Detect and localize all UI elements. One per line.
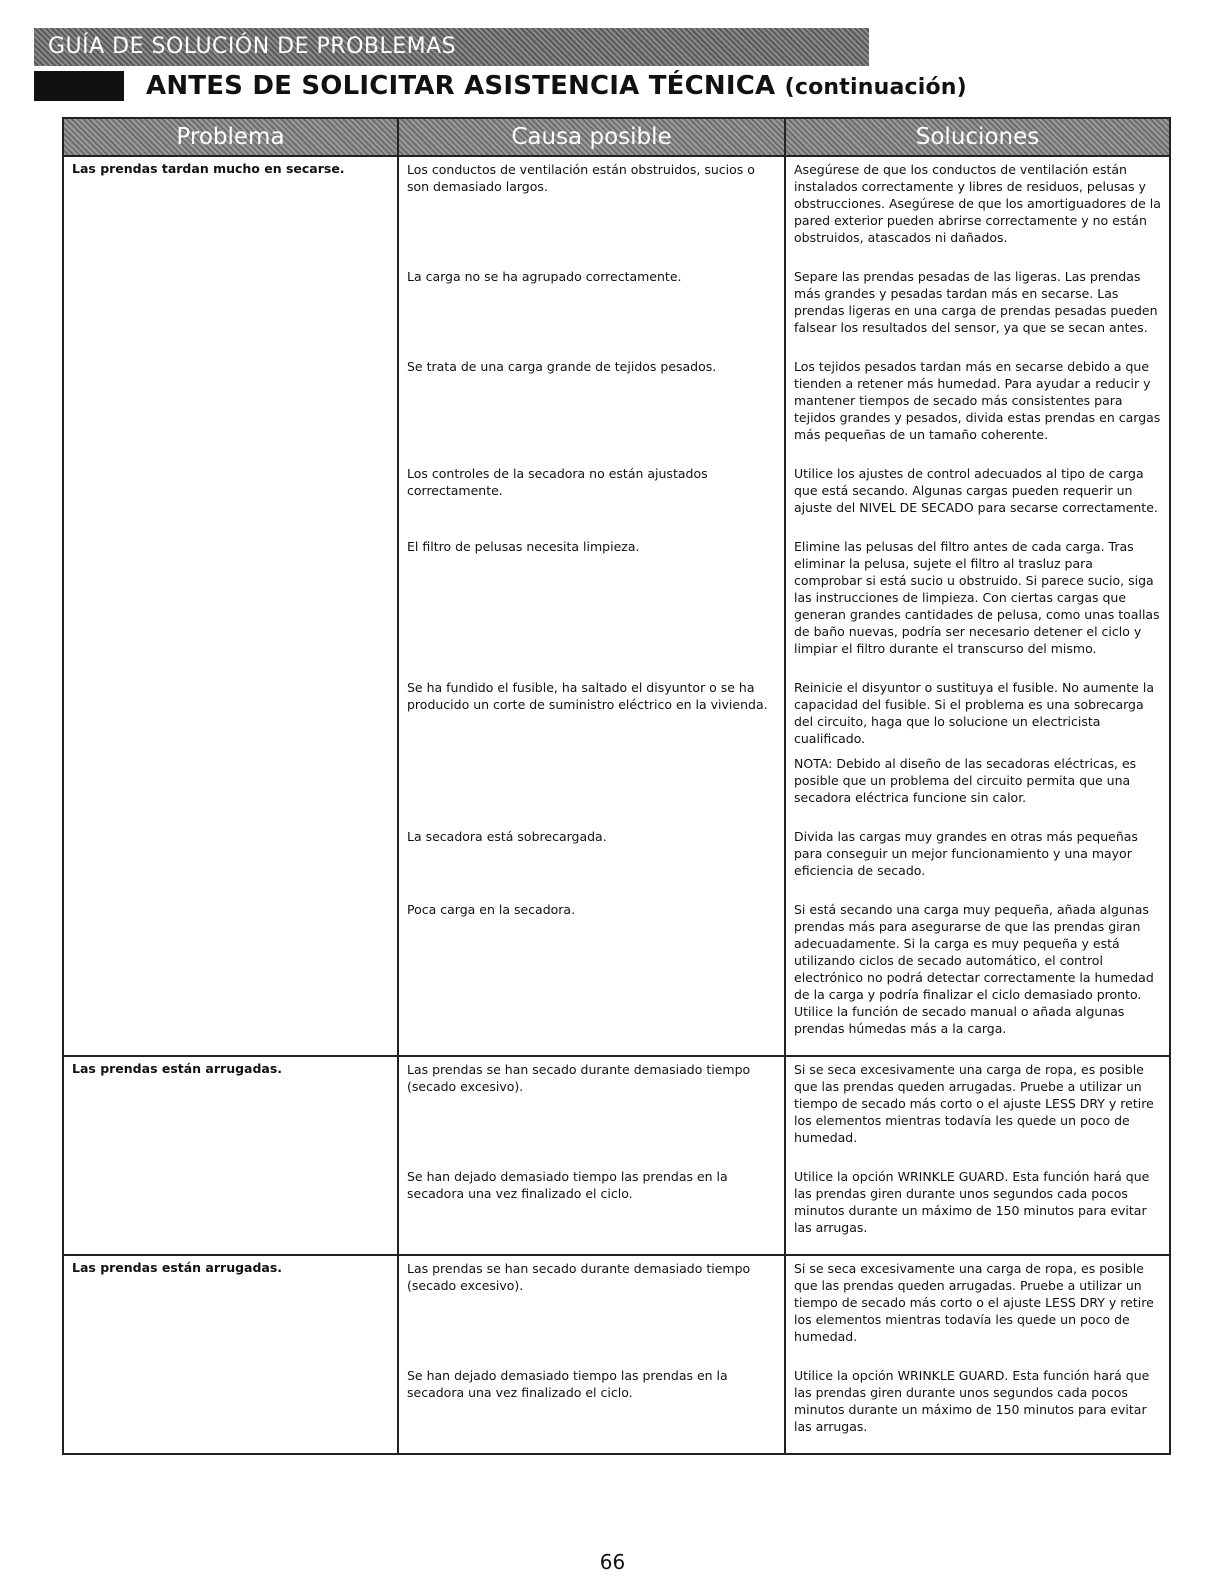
table-row — [399, 1057, 1169, 1164]
heading-marker — [34, 71, 124, 101]
table-row — [399, 1164, 1169, 1254]
solution-cell — [786, 534, 1169, 675]
cause-solution-list — [399, 1057, 1169, 1254]
cause-cell: Se han dejado demasiado tiempo las prendas en la secadora una vez finalizado el ciclo. — [399, 1363, 786, 1453]
table-row — [399, 264, 1169, 354]
section-heading — [34, 68, 967, 104]
solution-cell — [786, 1164, 1169, 1254]
solution-paragraph: Los tejidos pesados tardan más en secarse debido a que tienden a retener más humedad. Para ayudar a reducir y mantener tiempos de secado más consistentes para tejidos grandes y pesados, divida estas prendas en cargas más pequeñas de un tamaño coherente. — [794, 359, 1161, 442]
solution-paragraph: Utilice la opción WRINKLE GUARD. Esta función hará que las prendas giren durante unos segundos cada pocos minutos durante un máximo de 150 minutos para evitar las arrugas. — [794, 1169, 1150, 1235]
table-row — [399, 1363, 1169, 1453]
table-row — [399, 157, 1169, 264]
problem-cell: Las prendas tardan mucho en secarse. — [64, 157, 399, 1055]
solution-paragraph: NOTA: Debido al diseño de las secadoras eléctricas, es posible que un problema del circuito permita que una secadora eléctrica funcione sin calor. — [794, 756, 1137, 805]
solution-cell — [786, 461, 1169, 534]
cause-cell: El filtro de pelusas necesita limpieza. — [399, 534, 786, 675]
solution-cell — [786, 675, 1169, 824]
cause-solution-list — [399, 157, 1169, 1055]
solution-cell — [786, 897, 1169, 1055]
page-number: 66 — [599, 1550, 626, 1574]
solution-cell — [786, 824, 1169, 897]
solution-paragraph: Asegúrese de que los conductos de ventilación están instalados correctamente y libres de residuos, pelusas y obstrucciones. Asegúrese de que los amortiguadores de la pared exterior pueden abrirse correctamente y no están obstruidos, atascados ni dañados. — [794, 162, 1161, 245]
solution-cell — [786, 1057, 1169, 1164]
solution-cell — [786, 354, 1169, 461]
section-banner: GUÍA DE SOLUCIÓN DE PROBLEMAS — [34, 28, 869, 66]
problem-cell: Las prendas están arrugadas. — [64, 1057, 399, 1254]
cause-cell: Las prendas se han secado durante demasiado tiempo (secado excesivo). — [399, 1256, 786, 1363]
troubleshooting-table — [62, 117, 1171, 1455]
solution-paragraph: Si se seca excesivamente una carga de ropa, es posible que las prendas queden arrugadas. Pruebe a utilizar un tiempo de secado más corto o el ajuste LESS DRY y retire los elementos mientras todavía les quede un poco de humedad. — [794, 1261, 1154, 1344]
cause-cell: Se han dejado demasiado tiempo las prendas en la secadora una vez finalizado el ciclo. — [399, 1164, 786, 1254]
cause-cell: Los conductos de ventilación están obstruidos, sucios o son demasiado largos. — [399, 157, 786, 264]
table-row — [399, 354, 1169, 461]
cause-cell: Poca carga en la secadora. — [399, 897, 786, 1055]
cause-cell: Se ha fundido el fusible, ha saltado el disyuntor o se ha producido un corte de suministro eléctrico en la vivienda. — [399, 675, 786, 824]
cause-cell: Las prendas se han secado durante demasiado tiempo (secado excesivo). — [399, 1057, 786, 1164]
problem-group — [64, 1254, 1169, 1453]
table-row — [399, 897, 1169, 1055]
page-title — [146, 71, 967, 101]
table-row — [399, 534, 1169, 675]
solution-paragraph: Reinicie el disyuntor o sustituya el fusible. No aumente la capacidad del fusible. Si el problema es una sobrecarga del circuito, haga que lo solucione un electricista cualificado. — [794, 680, 1154, 746]
solution-paragraph: Si está secando una carga muy pequeña, añada algunas prendas más para asegurarse de que las prendas giran adecuadamente. Si la carga es muy pequeña y está utilizando ciclos de secado automático, el control electrónico no podrá detectar correctamente la humedad de la carga y podría finalizar el ciclo demasiado pronto. Utilice la función de secado manual o añada algunas prendas húmedas más a la carga. — [794, 902, 1154, 1036]
table-row — [399, 675, 1169, 824]
solution-paragraph: Utilice los ajustes de control adecuados al tipo de carga que está secando. Algunas cargas pueden requerir un ajuste del NIVEL DE SECADO para secarse correctamente. — [794, 466, 1158, 515]
cause-solution-list — [399, 1256, 1169, 1453]
solution-cell — [786, 1256, 1169, 1363]
page-title-text: ANTES DE SOLICITAR ASISTENCIA TÉCNICA — [146, 71, 776, 101]
solution-paragraph: Si se seca excesivamente una carga de ropa, es posible que las prendas queden arrugadas. Pruebe a utilizar un tiempo de secado más corto o el ajuste LESS DRY y retire los elementos mientras todavía les quede un poco de humedad. — [794, 1062, 1154, 1145]
table-row — [399, 461, 1169, 534]
cause-cell: Los controles de la secadora no están ajustados correctamente. — [399, 461, 786, 534]
solution-cell — [786, 157, 1169, 264]
cause-cell: La carga no se ha agrupado correctamente. — [399, 264, 786, 354]
table-body — [64, 155, 1169, 1453]
page-title-continuation: (continuación) — [784, 75, 967, 100]
problem-cell: Las prendas están arrugadas. — [64, 1256, 399, 1453]
table-header — [64, 119, 1169, 155]
column-header-problem: Problema — [64, 119, 399, 155]
solution-paragraph: Utilice la opción WRINKLE GUARD. Esta función hará que las prendas giren durante unos segundos cada pocos minutos durante un máximo de 150 minutos para evitar las arrugas. — [794, 1368, 1150, 1434]
table-row — [399, 1256, 1169, 1363]
column-header-cause: Causa posible — [399, 119, 786, 155]
cause-cell: Se trata de una carga grande de tejidos pesados. — [399, 354, 786, 461]
solution-paragraph: Divida las cargas muy grandes en otras más pequeñas para conseguir un mejor funcionamiento y una mayor eficiencia de secado. — [794, 829, 1138, 878]
table-row — [399, 824, 1169, 897]
problem-group — [64, 155, 1169, 1055]
column-header-solutions: Soluciones — [786, 119, 1169, 155]
solution-cell — [786, 1363, 1169, 1453]
cause-cell: La secadora está sobrecargada. — [399, 824, 786, 897]
solution-cell — [786, 264, 1169, 354]
solution-paragraph: Elimine las pelusas del filtro antes de cada carga. Tras eliminar la pelusa, sujete el filtro al trasluz para comprobar si está sucio u obstruido. Si parece sucio, siga las instrucciones de limpieza. Con ciertas cargas que generan grandes cantidades de pelusa, como unas toallas de baño nuevas, podría ser necesario detener el ciclo y limpiar el filtro durante el transcurso del mismo. — [794, 539, 1160, 656]
solution-paragraph: Separe las prendas pesadas de las ligeras. Las prendas más grandes y pesadas tardan más en secarse. Las prendas ligeras en una carga de prendas pesadas pueden falsear los resultados del sensor, ya que se secan antes. — [794, 269, 1158, 335]
problem-group — [64, 1055, 1169, 1254]
